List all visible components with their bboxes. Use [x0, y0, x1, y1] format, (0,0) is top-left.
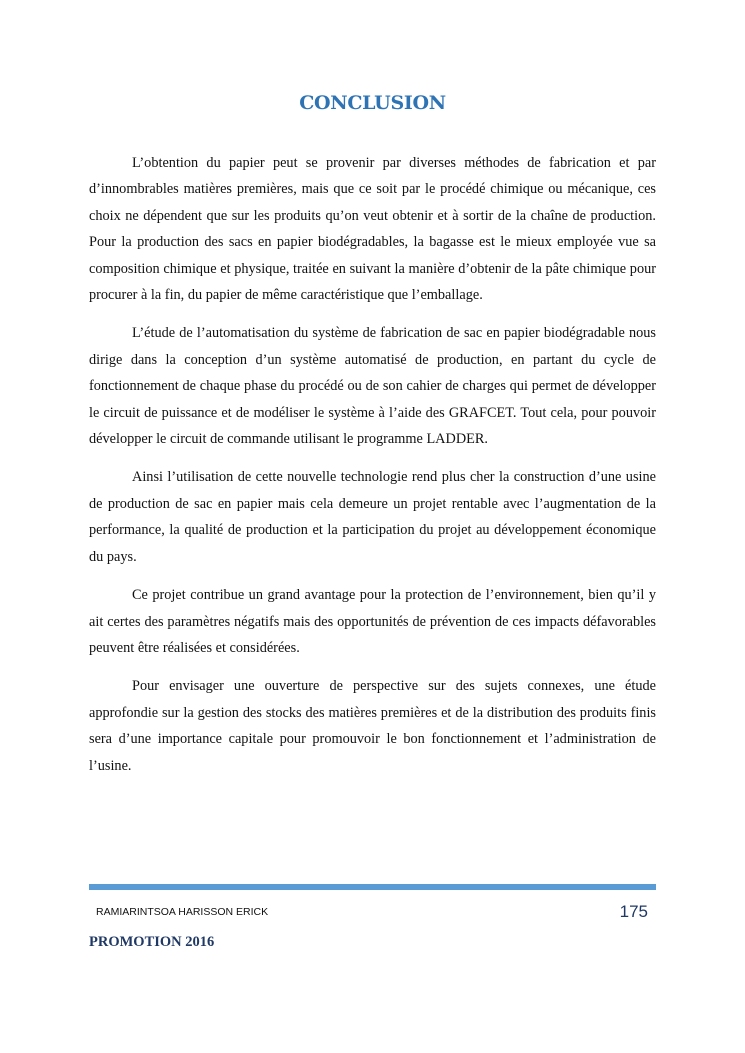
page-number: 175 [619, 902, 648, 921]
paragraph-3: Ainsi l’utilisation de cette nouvelle technologie rend plus cher la construction d’une usine de production de sac en papier mais cela demeure un projet rentable avec l’augmentation de la performance, la qualité de production et la participation du projet au développement économique du pays. [89, 469, 656, 565]
footer-promotion: PROMOTION 2016 [89, 934, 215, 950]
paragraph-2: L’étude de l’automatisation du système de fabrication de sac en papier biodégradable nous dirige dans la conception d’un système automatisé de production, en partant du cycle de fonctionnement de chaque phase du procédé ou de son cahier de charges qui permet de développer le circuit de puissance et de modéliser le système à l’aide des GRAFCET. Tout cela, pour pouvoir développer le circuit de commande utilisant le programme LADDER. [89, 325, 656, 448]
paragraph-4: Ce projet contribue un grand avantage pour la protection de l’environnement, bien qu’il y ait certes des paramètres négatifs mais des opportunités de prévention de ces impacts défavorables peuvent être réalisées et considérées. [89, 587, 656, 656]
paragraph-5: Pour envisager une ouverture de perspective sur des sujets connexes, une étude approfondie sur la gestion des stocks des matières premières et de la distribution des produits finis sera d’une importance capitale pour promouvoir le bon fonctionnement et l’administration de l’usine. [89, 678, 656, 774]
page-title: CONCLUSION [299, 92, 446, 114]
document-body [89, 150, 656, 791]
paragraph-1: L’obtention du papier peut se provenir par diverses méthodes de fabrication et par d’innombrables matières premières, mais que ce soit par le procédé chimique ou mécanique, ces choix ne dépendent que sur les produits qu’on veut obtenir et à sortir de la chaîne de production. Pour la production des sacs en papier biodégradables, la bagasse est le mieux employée vue sa composition chimique et physique, traitée en suivant la manière d’obtenir de la pâte chimique pour procurer à la fin, du papier de même caractéristique que l’emballage. [89, 155, 656, 304]
footer-author: RAMIARINTSOA HARISSON ERICK [96, 906, 269, 918]
footer-divider [89, 884, 656, 890]
